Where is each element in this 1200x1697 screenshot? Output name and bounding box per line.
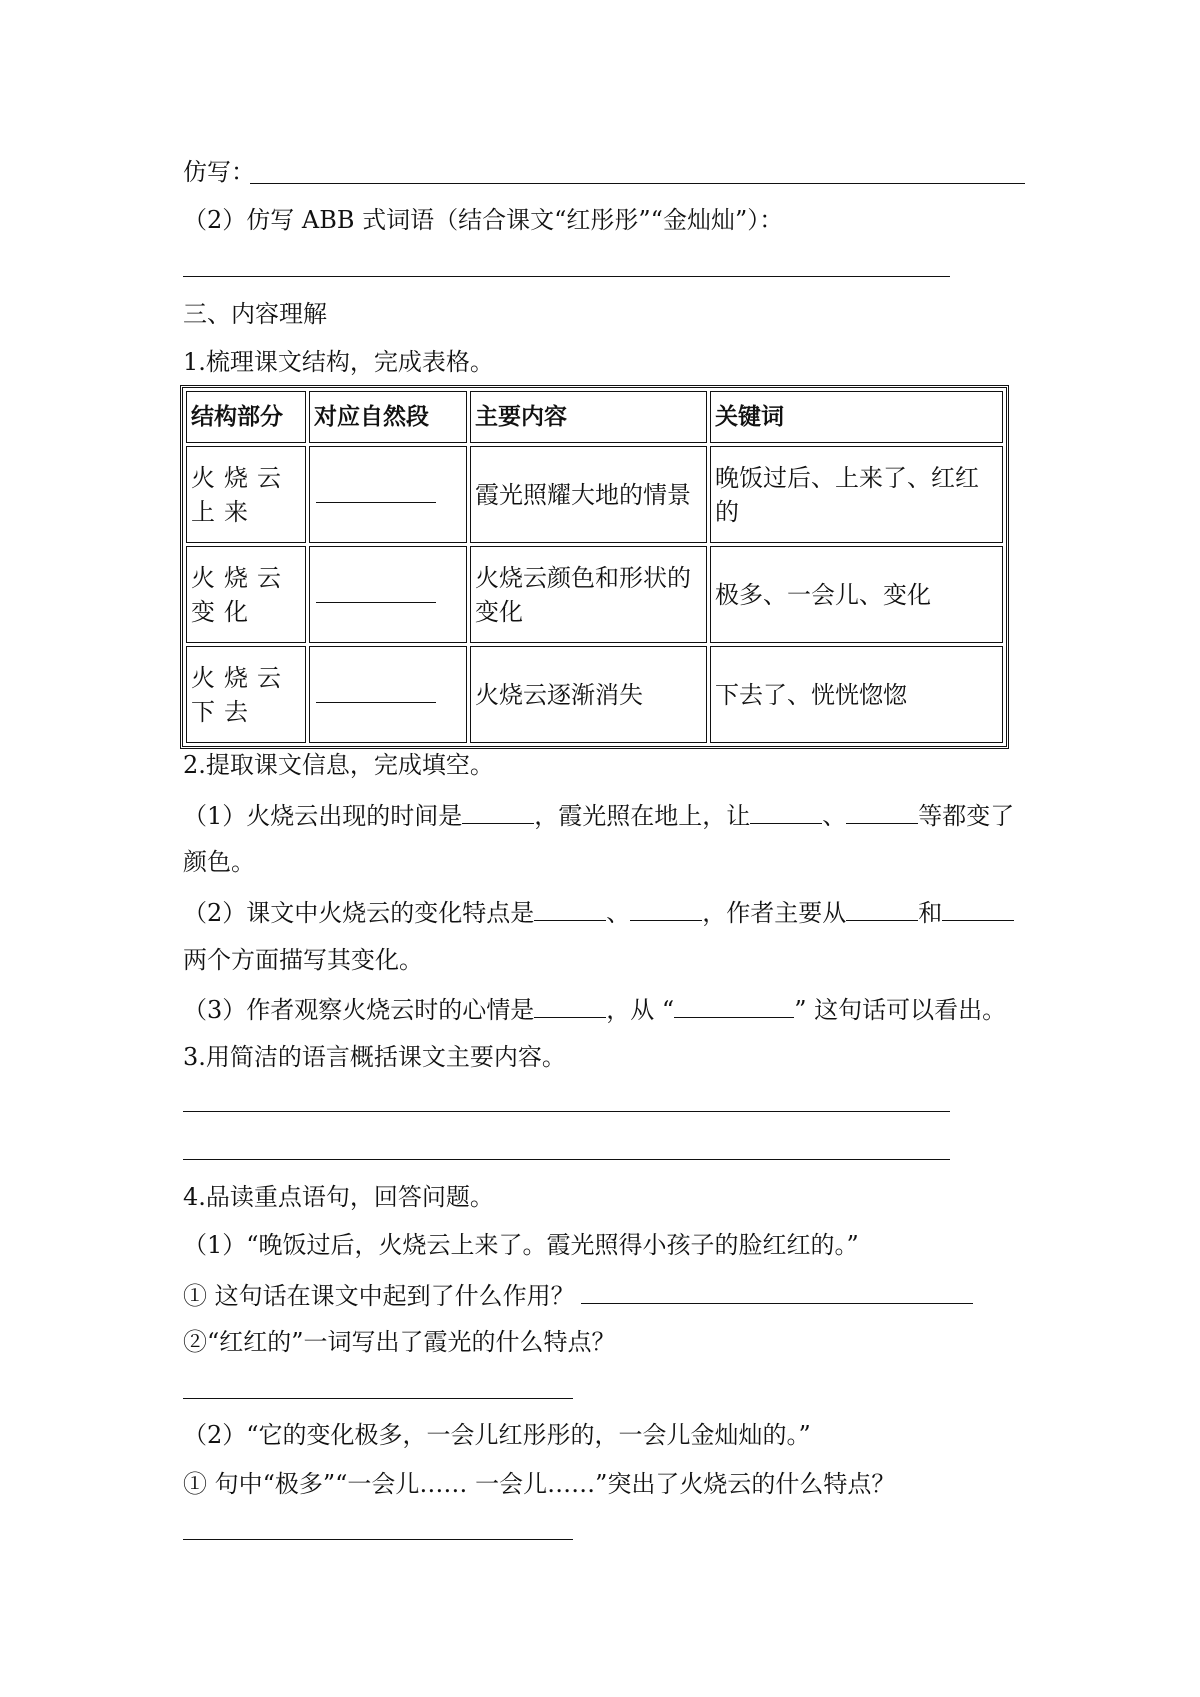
header-keywords: 关键词	[710, 391, 1003, 443]
text: ，从 “	[606, 996, 675, 1024]
table-row	[186, 546, 1003, 643]
summary-answer-line-1[interactable]	[183, 1111, 950, 1112]
question-3: 3.用简洁的语言概括课文主要内容。	[183, 1043, 566, 1071]
paragraph-blank[interactable]	[316, 578, 436, 603]
structure-table	[180, 385, 1009, 749]
header-content: 主要内容	[470, 391, 707, 443]
text: ” 这句话可以看出。	[794, 996, 1007, 1024]
row-paragraph-blank[interactable]	[309, 546, 467, 643]
paragraph-blank[interactable]	[316, 478, 436, 503]
text: 、	[822, 802, 847, 830]
question-2-3	[183, 991, 1006, 1027]
row-part: 火烧云下去	[186, 646, 306, 743]
fill-blank[interactable]	[750, 797, 822, 824]
row-keywords: 极多、一会儿、变化	[710, 546, 1003, 643]
text: 和	[918, 899, 943, 927]
header-part: 结构部分	[186, 391, 306, 443]
fill-blank[interactable]	[534, 991, 606, 1018]
fill-blank[interactable]	[674, 991, 794, 1018]
question-2-1-cont: 颜色。	[183, 848, 255, 876]
table-row	[186, 446, 1003, 543]
question-2: 2.提取课文信息，完成填空。	[183, 751, 494, 779]
question-2-2-cont: 两个方面描写其变化。	[183, 946, 423, 974]
table-row	[186, 646, 1003, 743]
fill-blank[interactable]	[942, 894, 1014, 921]
question-4-1: （1）“晚饭过后，火烧云上来了。霞光照得小孩子的脸红红的。”	[183, 1231, 859, 1259]
abb-answer-line[interactable]	[183, 276, 950, 277]
fill-blank[interactable]	[846, 894, 918, 921]
fill-blank[interactable]	[462, 797, 534, 824]
row-paragraph-blank[interactable]	[309, 646, 467, 743]
question-4-2: （2）“它的变化极多，一会儿红彤彤的，一会儿金灿灿的。”	[183, 1421, 811, 1449]
text: 、	[606, 899, 631, 927]
text: （1）火烧云出现的时间是	[183, 802, 463, 830]
row-part: 火烧云变化	[186, 546, 306, 643]
text: （2）课文中火烧云的变化特点是	[183, 899, 535, 927]
imitate-answer-line[interactable]	[250, 183, 1025, 184]
fill-blank[interactable]	[846, 797, 918, 824]
question-4-1-a	[183, 1277, 973, 1313]
answer-blank[interactable]	[581, 1277, 973, 1304]
question-4-1-b: ②“红红的”一词写出了霞光的什么特点？	[183, 1328, 616, 1356]
row-keywords: 晚饭过后、上来了、红红的	[710, 446, 1003, 543]
header-paragraph: 对应自然段	[309, 391, 467, 443]
row-part: 火烧云上来	[186, 446, 306, 543]
text: ，霞光照在地上，让	[534, 802, 751, 830]
question-2-1	[183, 797, 1014, 833]
summary-answer-line-2[interactable]	[183, 1159, 950, 1160]
answer-line-4-2-a[interactable]	[183, 1539, 573, 1540]
paragraph-blank[interactable]	[316, 678, 436, 703]
row-content: 火烧云颜色和形状的变化	[470, 546, 707, 643]
imitate-label: 仿写：	[183, 158, 255, 186]
question-4-2-a: ① 句中“极多”“一会儿…… 一会儿……”突出了火烧云的什么特点？	[183, 1470, 896, 1498]
text: （3）作者观察火烧云时的心情是	[183, 996, 535, 1024]
text: ，作者主要从	[702, 899, 847, 927]
fill-blank[interactable]	[630, 894, 702, 921]
text: ① 这句话在课文中起到了什么作用？	[183, 1282, 575, 1310]
text: 等都变了	[918, 802, 1015, 830]
question-4: 4.品读重点语句，回答问题。	[183, 1183, 494, 1211]
row-content: 火烧云逐渐消失	[470, 646, 707, 743]
answer-line-4-1-b[interactable]	[183, 1398, 573, 1399]
table-header-row	[186, 391, 1003, 443]
row-keywords: 下去了、恍恍惚惚	[710, 646, 1003, 743]
row-content: 霞光照耀大地的情景	[470, 446, 707, 543]
question-2-abb: （2）仿写 ABB 式词语（结合课文“红彤彤”“金灿灿”）：	[183, 206, 784, 234]
question-1: 1.梳理课文结构，完成表格。	[183, 348, 494, 376]
section-heading: 三、内容理解	[183, 300, 327, 328]
row-paragraph-blank[interactable]	[309, 446, 467, 543]
fill-blank[interactable]	[534, 894, 606, 921]
question-2-2	[183, 894, 1014, 930]
